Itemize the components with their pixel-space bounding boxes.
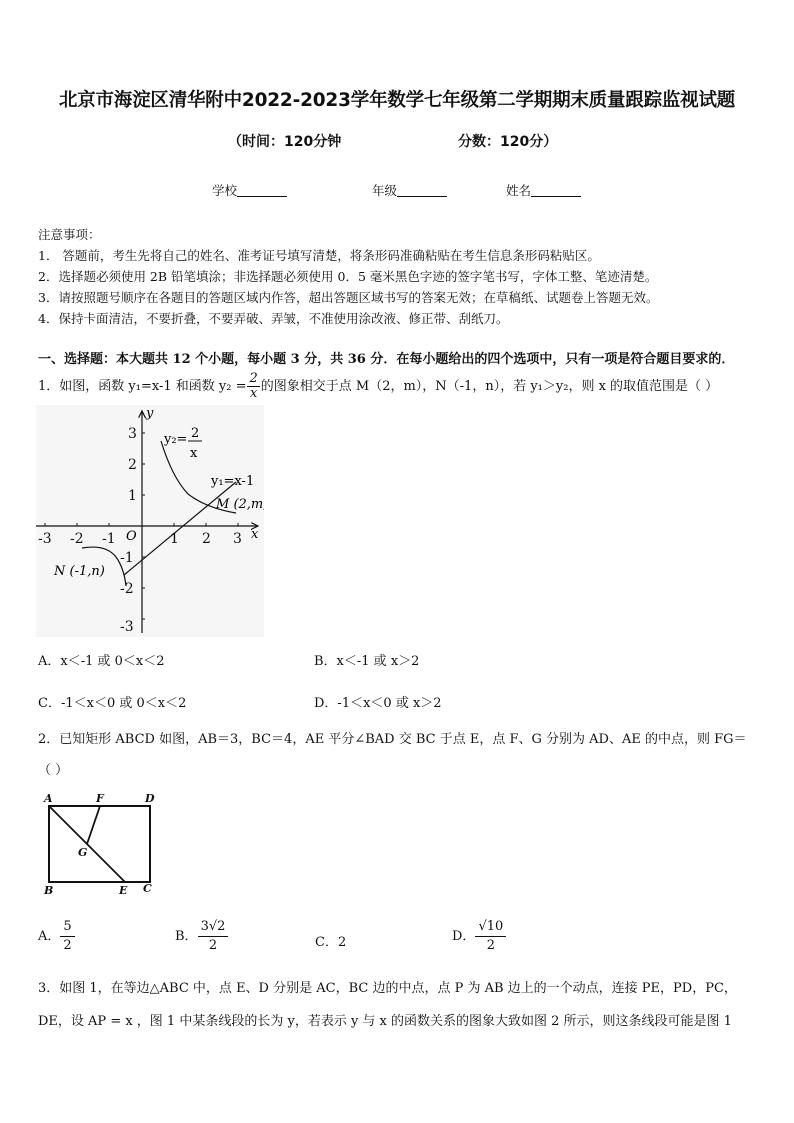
section-heading: 一、选择题：本大题共 12 个小题，每小题 3 分，共 36 分．在每小题给出的四个选项中，只有一项是符合题目要求的． [38, 352, 735, 367]
q2-option-a[interactable] [38, 918, 75, 955]
q1-text-before: 1．如图，函数 y₁=x-1 和函数 y₂ = [38, 379, 247, 394]
vertex-c-label: C [143, 882, 152, 895]
question-2-blank: （ ） [38, 763, 69, 778]
y2-frac-den: x [190, 446, 198, 461]
q2-d-num: √10 [475, 918, 506, 937]
q2-option-b[interactable] [175, 918, 228, 955]
vertex-a-label: A [44, 792, 53, 805]
y-axis-label: y [146, 406, 154, 421]
y-tick-label: 2 [128, 457, 137, 473]
point-m-label: M (2,m) [216, 497, 264, 512]
q2-option-b-fraction [198, 918, 229, 955]
question-3-line-1: 3．如图 1，在等边△ABC 中，点 E、D 分别是 AC，BC 边的中点，点 P 为 AB 边上的一个动点，连接 PE，PD，PC， [38, 981, 737, 996]
x-tick-label: -1 [102, 531, 116, 547]
graph-svg [36, 405, 264, 637]
y1-label: y₁=x-1 [211, 474, 255, 489]
q1-frac-num: 2 [249, 371, 258, 386]
q1-frac-den: x [249, 386, 258, 401]
point-g-label: G [78, 846, 88, 859]
exam-score: 分数：120分） [458, 134, 558, 150]
name-field [506, 181, 581, 199]
q2-b-den: 2 [208, 938, 218, 953]
x-tick-label: 1 [170, 531, 179, 547]
q1-text-after: 的图象相交于点 M（2，m），N（-1，n），若 y₁＞y₂，则 x 的取值范围是（ ） [260, 379, 719, 394]
q2-option-a-prefix: A． [38, 929, 61, 944]
rectangle-svg [40, 790, 170, 900]
question-1-stem [38, 372, 718, 401]
line-y1 [124, 482, 236, 575]
grade-blank [397, 184, 447, 197]
notes-item: 3．请按照题号顺序在各题目的答题区域内作答，超出答题区域书写的答案无效；在草稿纸、试题卷上答题无效。 [38, 290, 659, 305]
grade-field [372, 181, 447, 199]
grade-label: 年级 [372, 183, 398, 198]
y-tick-label: 3 [128, 426, 137, 442]
origin-label: O [126, 529, 137, 544]
y-tick-label: -1 [120, 550, 134, 566]
q1-option-a[interactable]: A．x＜-1 或 0＜x＜2 [38, 654, 165, 669]
vertex-b-label: B [44, 884, 54, 897]
q2-b-num: 3√2 [198, 918, 229, 937]
exam-time: （时间：120分钟 [228, 134, 342, 150]
notes-block [38, 224, 658, 329]
q1-option-b[interactable]: B．x＜-1 或 x＞2 [314, 654, 420, 669]
x-axis-label: x [251, 527, 259, 542]
function-graph [36, 405, 264, 637]
point-n-label: N (-1,n) [54, 564, 105, 579]
y-tick-label: -3 [120, 619, 134, 635]
name-label: 姓名 [506, 183, 532, 198]
x-tick-label: -3 [38, 531, 52, 547]
point-f-label: F [96, 792, 104, 805]
y-tick-label: 1 [128, 488, 137, 504]
notes-item: 2．选择题必须使用 2B 铅笔填涂；非选择题必须使用 0．5 毫米黑色字迹的签字笔书写，字体工整、笔迹清楚。 [38, 269, 658, 284]
x-tick-label: -2 [70, 531, 84, 547]
segment-fg [87, 806, 100, 844]
rectangle-abcd [49, 806, 150, 882]
question-2-stem: 2．已知矩形 ABCD 如图，AB＝3，BC＝4，AE 平分∠BAD 交 BC 于点 E，点 F、G 分别为 AD、AE 的中点，则 FG＝ [38, 732, 747, 747]
q1-option-c[interactable]: C．-1＜x＜0 或 0＜x＜2 [38, 696, 187, 711]
question-3-line-2: DE，设 AP = x ，图 1 中某条线段的长为 y，若表示 y 与 x 的函数关系的图象大致如图 2 所示，则这条线段可能是图 1 [38, 1014, 732, 1029]
school-blank [237, 184, 287, 197]
q2-option-c[interactable]: C．2 [315, 935, 347, 950]
school-field [212, 181, 287, 199]
y-tick-label: -2 [120, 581, 134, 597]
y2-frac-num: 2 [191, 426, 200, 441]
x-tick-label: 3 [233, 531, 242, 547]
rectangle-figure [40, 790, 170, 900]
q2-a-den: 2 [63, 938, 72, 953]
notes-item: 4．保持卡面清洁，不要折叠，不要弄破、弄皱，不准使用涂改液、修正带、刮纸刀。 [38, 311, 509, 326]
vertex-d-label: D [145, 792, 155, 805]
notes-item: 1． 答题前，考生先将自己的姓名、准考证号填写清楚，将条形码准确粘贴在考生信息条形码粘贴区。 [38, 248, 600, 263]
q1-option-d[interactable]: D．-1＜x＜0 或 x＞2 [314, 696, 442, 711]
x-tick-label: 2 [202, 531, 211, 547]
point-e-label: E [119, 884, 128, 897]
school-label: 学校 [212, 183, 238, 198]
q2-option-d-fraction [475, 918, 506, 955]
y2-label: y₂= [164, 432, 188, 447]
q2-option-a-fraction [60, 918, 74, 955]
q1-fraction [247, 372, 259, 401]
page-title: 北京市海淀区清华附中2022-2023学年数学七年级第二学期期末质量跟踪监视试题 [58, 90, 736, 111]
q2-option-b-prefix: B． [175, 929, 198, 944]
q2-d-den: 2 [486, 938, 495, 953]
q2-option-d-prefix: D． [452, 929, 476, 944]
q2-option-d[interactable] [452, 918, 506, 955]
q2-a-num: 5 [60, 918, 74, 937]
name-blank [531, 184, 581, 197]
notes-heading: 注意事项： [38, 227, 101, 242]
